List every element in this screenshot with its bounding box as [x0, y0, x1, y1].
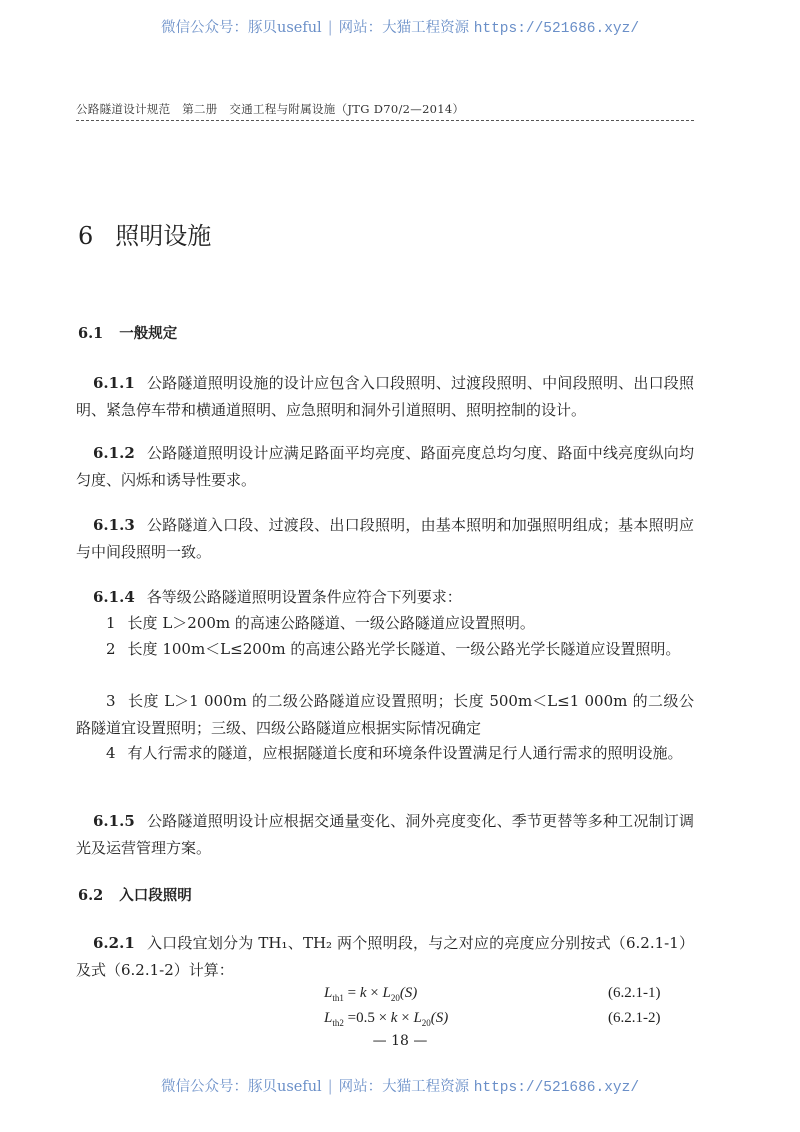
formula-equals: =	[343, 1010, 357, 1026]
formula-equals: =	[343, 985, 360, 1001]
section-number: 6.2	[78, 887, 104, 904]
clause-number: 6.1.2	[93, 444, 135, 462]
list-item-1	[76, 610, 694, 637]
formula-lhs-var: L	[324, 985, 333, 1001]
chapter-title-text: 照明设施	[115, 222, 212, 250]
formula-l20-var: L	[382, 985, 391, 1001]
watermark-separator: |	[327, 1079, 333, 1095]
formula-number: (6.2.1-2)	[608, 1010, 661, 1026]
clause-number: 6.1.1	[93, 374, 135, 392]
formula-lhs-var: L	[324, 1010, 333, 1026]
item-number: 2	[106, 640, 116, 658]
section-title-text: 一般规定	[119, 325, 178, 342]
item-text: 有人行需求的隧道，应根据隧道长度和环境条件设置满足行人通行需求的照明设施。	[127, 744, 683, 762]
header-rule	[76, 120, 694, 121]
formula-number: (6.2.1-1)	[608, 985, 661, 1001]
watermark-top	[0, 16, 800, 37]
chapter-number: 6	[78, 222, 94, 250]
section-title-6-2	[78, 884, 192, 905]
clause-6-1-1	[76, 370, 694, 424]
formula-l20-var: L	[413, 1010, 422, 1026]
clause-6-1-2	[76, 440, 694, 494]
clause-text: 公路隧道入口段、过渡段、出口段照明，由基本照明和加强照明组成；基本照明应与中间段照明一致。	[76, 516, 694, 561]
section-number: 6.1	[78, 325, 104, 342]
item-text: 长度 L＞200m 的高速公路隧道、一级公路隧道应设置照明。	[127, 614, 535, 632]
item-text: 长度 L＞1 000m 的二级公路隧道应设置照明；长度 500m＜L≤1 000m 的二级公路隧道宜设置照明；三级、四级公路隧道应根据实际情况确定	[76, 692, 694, 737]
list-item-3	[76, 688, 694, 742]
formula-s: (S)	[399, 985, 418, 1001]
clause-text: 公路隧道照明设施的设计应包含入口段照明、过渡段照明、中间段照明、出口段照明、紧急停车带和横通道照明、应急照明和洞外引道照明、照明控制的设计。	[76, 374, 694, 419]
watermark-site-label: 网站：大猫工程资源	[338, 1079, 470, 1095]
formula-expression	[324, 985, 417, 1003]
formula-expression	[324, 1010, 448, 1028]
formula-k: k	[390, 1010, 398, 1026]
clause-6-1-4	[76, 584, 694, 611]
list-item-4	[76, 740, 694, 767]
watermark-wechat: 微信公众号：豚贝useful	[160, 1079, 322, 1095]
formula-coef: 0.5 ×	[356, 1010, 391, 1026]
item-number: 3	[106, 692, 116, 710]
watermark-url[interactable]: https://521686.xyz/	[473, 1080, 640, 1096]
list-item-2	[76, 636, 694, 663]
formula-s: (S)	[430, 1010, 449, 1026]
formula-l20-sub: 20	[421, 1018, 431, 1028]
running-header: 公路隧道设计规范 第二册 交通工程与附属设施（JTG D70/2—2014）	[76, 102, 465, 116]
clause-6-2-1	[76, 930, 694, 984]
item-text: 长度 100m＜L≤200m 的高速公路光学长隧道、一级公路光学长隧道应设置照明。	[127, 640, 681, 658]
watermark-bottom	[0, 1075, 800, 1096]
watermark-url[interactable]: https://521686.xyz/	[473, 21, 640, 37]
clause-text: 公路隧道照明设计应根据交通量变化、洞外亮度变化、季节更替等多种工况制订调光及运营管理方案。	[76, 812, 694, 857]
chapter-title	[78, 216, 211, 251]
formula-k: k	[359, 985, 367, 1001]
clause-number: 6.1.5	[93, 812, 135, 830]
clause-number: 6.1.4	[93, 588, 135, 606]
clause-text: 公路隧道照明设计应满足路面平均亮度、路面亮度总均匀度、路面中线亮度纵向均匀度、闪烁和诱导性要求。	[76, 444, 694, 489]
watermark-separator: |	[327, 20, 333, 36]
formula-times: ×	[366, 985, 383, 1001]
clause-number: 6.2.1	[93, 934, 135, 952]
watermark-site-label: 网站：大猫工程资源	[338, 20, 470, 36]
formula-lhs-sub: th1	[332, 993, 344, 1003]
clause-6-1-3	[76, 512, 694, 566]
watermark-wechat: 微信公众号：豚贝useful	[160, 20, 322, 36]
formula-times: ×	[397, 1010, 414, 1026]
item-number: 4	[106, 744, 116, 762]
item-number: 1	[106, 614, 116, 632]
clause-number: 6.1.3	[93, 516, 135, 534]
clause-6-1-5	[76, 808, 694, 862]
formula-lhs-sub: th2	[332, 1018, 344, 1028]
section-title-6-1	[78, 322, 177, 343]
section-title-text: 入口段照明	[119, 887, 192, 904]
formula-l20-sub: 20	[390, 993, 400, 1003]
clause-text: 各等级公路隧道照明设置条件应符合下列要求：	[146, 588, 462, 606]
page-number: — 18 —	[372, 1033, 428, 1049]
clause-text: 入口段宜划分为 TH₁、TH₂ 两个照明段，与之对应的亮度应分别按式（6.2.1-1）及式（6.2.1-2）计算：	[76, 934, 694, 979]
